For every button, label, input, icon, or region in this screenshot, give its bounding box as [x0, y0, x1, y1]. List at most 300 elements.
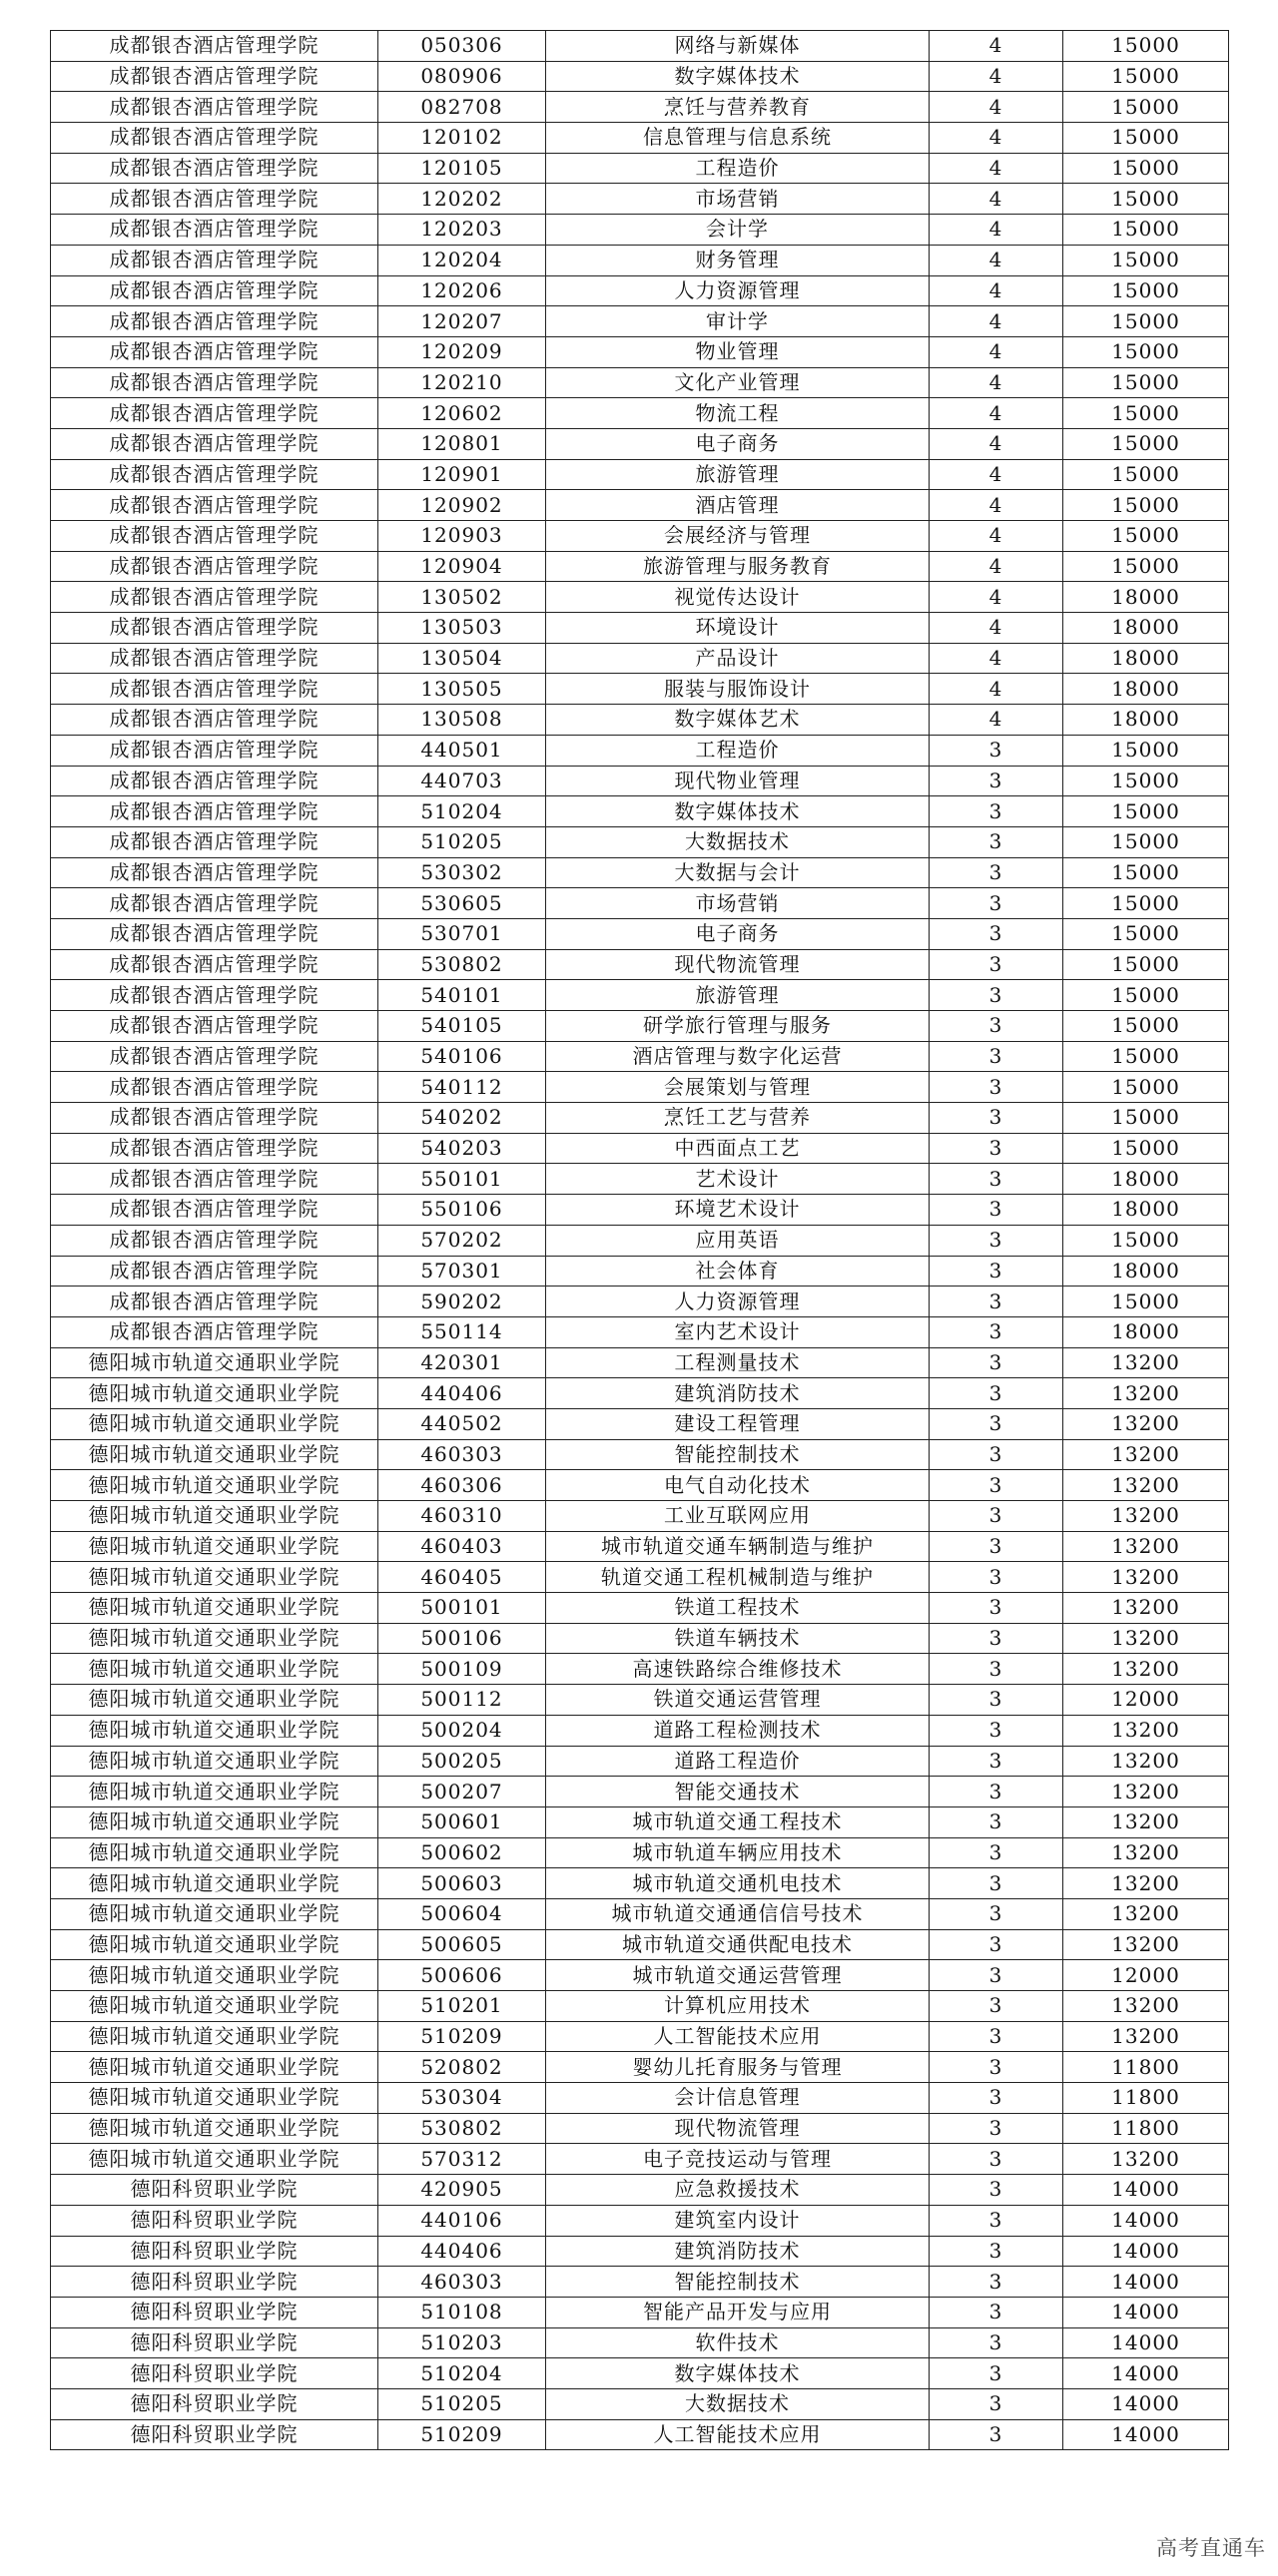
tuition-fee-cell: 13200 — [1063, 2021, 1229, 2052]
school-name-cell: 德阳科贸职业学院 — [51, 2358, 378, 2389]
major-code-cell: 540202 — [378, 1103, 546, 1134]
study-years-cell: 3 — [930, 1041, 1063, 1072]
major-code-cell: 120209 — [378, 336, 546, 367]
school-name-cell: 成都银杏酒店管理学院 — [51, 92, 378, 123]
study-years-cell: 3 — [930, 1195, 1063, 1226]
study-years-cell: 3 — [930, 735, 1063, 766]
tuition-fee-cell: 15000 — [1063, 275, 1229, 306]
table-row — [51, 796, 1229, 827]
table-row — [51, 1347, 1229, 1378]
tuition-fee-cell: 13200 — [1063, 1623, 1229, 1654]
major-name-cell: 城市轨道车辆应用技术 — [546, 1837, 930, 1868]
major-name-cell: 电子商务 — [546, 428, 930, 459]
school-name-cell: 成都银杏酒店管理学院 — [51, 275, 378, 306]
major-code-cell: 130508 — [378, 705, 546, 736]
study-years-cell: 4 — [930, 582, 1063, 613]
table-row — [51, 1225, 1229, 1256]
major-code-cell: 540112 — [378, 1072, 546, 1103]
tuition-fee-cell: 15000 — [1063, 918, 1229, 949]
school-name-cell: 德阳城市轨道交通职业学院 — [51, 1898, 378, 1929]
school-name-cell: 成都银杏酒店管理学院 — [51, 306, 378, 337]
major-code-cell: 570202 — [378, 1225, 546, 1256]
tuition-fee-cell: 11800 — [1063, 2083, 1229, 2114]
school-name-cell: 成都银杏酒店管理学院 — [51, 1287, 378, 1317]
school-name-cell: 德阳城市轨道交通职业学院 — [51, 1347, 378, 1378]
table-row — [51, 1746, 1229, 1777]
tuition-fee-cell: 13200 — [1063, 1531, 1229, 1562]
tuition-fee-cell: 15000 — [1063, 1041, 1229, 1072]
tuition-fee-cell: 15000 — [1063, 61, 1229, 92]
major-name-cell: 审计学 — [546, 306, 930, 337]
school-name-cell: 成都银杏酒店管理学院 — [51, 123, 378, 154]
tuition-fee-cell: 13200 — [1063, 1777, 1229, 1807]
school-name-cell: 德阳城市轨道交通职业学院 — [51, 2052, 378, 2083]
table-row — [51, 1133, 1229, 1164]
table-row — [51, 1287, 1229, 1317]
table-row — [51, 1960, 1229, 1991]
school-name-cell: 德阳城市轨道交通职业学院 — [51, 1654, 378, 1685]
major-code-cell: 440703 — [378, 766, 546, 796]
major-code-cell: 120102 — [378, 123, 546, 154]
study-years-cell: 3 — [930, 1960, 1063, 1991]
study-years-cell: 3 — [930, 980, 1063, 1011]
school-name-cell: 德阳城市轨道交通职业学院 — [51, 1715, 378, 1746]
major-name-cell: 电子竞技运动与管理 — [546, 2144, 930, 2175]
school-name-cell: 德阳城市轨道交通职业学院 — [51, 1991, 378, 2022]
study-years-cell: 3 — [930, 2052, 1063, 2083]
tuition-fee-cell: 15000 — [1063, 796, 1229, 827]
table-row — [51, 1562, 1229, 1593]
major-name-cell: 电子商务 — [546, 918, 930, 949]
study-years-cell: 4 — [930, 92, 1063, 123]
tuition-fee-cell: 12000 — [1063, 1960, 1229, 1991]
study-years-cell: 3 — [930, 949, 1063, 980]
major-code-cell: 130502 — [378, 582, 546, 613]
tuition-fee-cell: 13200 — [1063, 1654, 1229, 1685]
major-name-cell: 轨道交通工程机械制造与维护 — [546, 1562, 930, 1593]
major-name-cell: 会展经济与管理 — [546, 521, 930, 552]
table-row — [51, 1531, 1229, 1562]
study-years-cell: 3 — [930, 1378, 1063, 1409]
tuition-fee-cell: 15000 — [1063, 826, 1229, 857]
table-row — [51, 215, 1229, 246]
major-name-cell: 应用英语 — [546, 1225, 930, 1256]
major-code-cell: 460403 — [378, 1531, 546, 1562]
major-name-cell: 建筑消防技术 — [546, 2236, 930, 2267]
major-code-cell: 550106 — [378, 1195, 546, 1226]
major-code-cell: 530802 — [378, 949, 546, 980]
major-name-cell: 视觉传达设计 — [546, 582, 930, 613]
table-row — [51, 705, 1229, 736]
study-years-cell: 3 — [930, 1654, 1063, 1685]
major-name-cell: 物业管理 — [546, 336, 930, 367]
school-name-cell: 成都银杏酒店管理学院 — [51, 459, 378, 490]
study-years-cell: 3 — [930, 2419, 1063, 2450]
school-name-cell: 成都银杏酒店管理学院 — [51, 1103, 378, 1134]
tuition-fee-cell: 15000 — [1063, 1133, 1229, 1164]
major-name-cell: 环境艺术设计 — [546, 1195, 930, 1226]
major-name-cell: 会展策划与管理 — [546, 1072, 930, 1103]
school-name-cell: 德阳城市轨道交通职业学院 — [51, 1593, 378, 1624]
table-row — [51, 857, 1229, 888]
school-name-cell: 德阳科贸职业学院 — [51, 2327, 378, 2358]
tuition-fee-cell: 15000 — [1063, 949, 1229, 980]
table-row — [51, 1470, 1229, 1501]
school-name-cell: 德阳科贸职业学院 — [51, 2419, 378, 2450]
study-years-cell: 4 — [930, 490, 1063, 521]
tuition-fee-cell: 13200 — [1063, 1837, 1229, 1868]
school-name-cell: 成都银杏酒店管理学院 — [51, 1041, 378, 1072]
table-row — [51, 184, 1229, 215]
major-name-cell: 婴幼儿托育服务与管理 — [546, 2052, 930, 2083]
tuition-fee-cell: 14000 — [1063, 2327, 1229, 2358]
major-code-cell: 540106 — [378, 1041, 546, 1072]
school-name-cell: 成都银杏酒店管理学院 — [51, 1133, 378, 1164]
study-years-cell: 3 — [930, 1164, 1063, 1195]
major-name-cell: 铁道交通运营管理 — [546, 1685, 930, 1716]
tuition-fee-cell: 13200 — [1063, 1408, 1229, 1439]
school-name-cell: 成都银杏酒店管理学院 — [51, 31, 378, 62]
major-name-cell: 城市轨道交通机电技术 — [546, 1868, 930, 1899]
major-code-cell: 120903 — [378, 521, 546, 552]
table-row — [51, 2297, 1229, 2327]
major-name-cell: 城市轨道交通运营管理 — [546, 1960, 930, 1991]
major-name-cell: 建设工程管理 — [546, 1408, 930, 1439]
table-row — [51, 643, 1229, 674]
school-name-cell: 成都银杏酒店管理学院 — [51, 61, 378, 92]
major-code-cell: 510108 — [378, 2297, 546, 2327]
table-row — [51, 2419, 1229, 2450]
tuition-fee-cell: 14000 — [1063, 2267, 1229, 2298]
tuition-fee-cell: 13200 — [1063, 1929, 1229, 1960]
school-name-cell: 成都银杏酒店管理学院 — [51, 215, 378, 246]
school-name-cell: 德阳城市轨道交通职业学院 — [51, 1746, 378, 1777]
major-code-cell: 460310 — [378, 1501, 546, 1532]
major-name-cell: 旅游管理与服务教育 — [546, 551, 930, 582]
major-name-cell: 网络与新媒体 — [546, 31, 930, 62]
major-name-cell: 数字媒体技术 — [546, 796, 930, 827]
major-code-cell: 530302 — [378, 857, 546, 888]
tuition-fee-cell: 13200 — [1063, 1715, 1229, 1746]
school-name-cell: 德阳科贸职业学院 — [51, 2297, 378, 2327]
tuition-fee-cell: 13200 — [1063, 1898, 1229, 1929]
major-name-cell: 研学旅行管理与服务 — [546, 1011, 930, 1042]
school-name-cell: 德阳城市轨道交通职业学院 — [51, 1837, 378, 1868]
major-code-cell: 120203 — [378, 215, 546, 246]
school-name-cell: 成都银杏酒店管理学院 — [51, 551, 378, 582]
tuition-fee-cell: 15000 — [1063, 336, 1229, 367]
school-name-cell: 德阳城市轨道交通职业学院 — [51, 1408, 378, 1439]
major-name-cell: 人力资源管理 — [546, 275, 930, 306]
school-name-cell: 德阳城市轨道交通职业学院 — [51, 1929, 378, 1960]
table-row — [51, 1837, 1229, 1868]
table-row — [51, 1256, 1229, 1287]
school-name-cell: 德阳城市轨道交通职业学院 — [51, 2083, 378, 2114]
school-name-cell: 成都银杏酒店管理学院 — [51, 1316, 378, 1347]
school-name-cell: 成都银杏酒店管理学院 — [51, 1164, 378, 1195]
study-years-cell: 4 — [930, 398, 1063, 429]
school-name-cell: 成都银杏酒店管理学院 — [51, 796, 378, 827]
study-years-cell: 3 — [930, 1837, 1063, 1868]
table-row — [51, 2021, 1229, 2052]
tuition-fee-cell: 15000 — [1063, 551, 1229, 582]
major-name-cell: 社会体育 — [546, 1256, 930, 1287]
table-row — [51, 1806, 1229, 1837]
major-name-cell: 电气自动化技术 — [546, 1470, 930, 1501]
major-code-cell: 540105 — [378, 1011, 546, 1042]
table-row — [51, 2052, 1229, 2083]
school-name-cell: 成都银杏酒店管理学院 — [51, 643, 378, 674]
major-code-cell: 500207 — [378, 1777, 546, 1807]
major-name-cell: 道路工程造价 — [546, 1746, 930, 1777]
table-row — [51, 459, 1229, 490]
table-row — [51, 1715, 1229, 1746]
table-row — [51, 2327, 1229, 2358]
major-code-cell: 500603 — [378, 1868, 546, 1899]
tuition-fee-cell: 18000 — [1063, 705, 1229, 736]
table-row — [51, 61, 1229, 92]
school-name-cell: 德阳城市轨道交通职业学院 — [51, 1562, 378, 1593]
major-code-cell: 530605 — [378, 888, 546, 919]
major-code-cell: 520802 — [378, 2052, 546, 2083]
school-name-cell: 德阳科贸职业学院 — [51, 2236, 378, 2267]
major-code-cell: 080906 — [378, 61, 546, 92]
major-code-cell: 590202 — [378, 1287, 546, 1317]
major-name-cell: 大数据与会计 — [546, 857, 930, 888]
school-name-cell: 成都银杏酒店管理学院 — [51, 245, 378, 275]
tuition-fee-cell: 15000 — [1063, 1072, 1229, 1103]
major-code-cell: 510204 — [378, 2358, 546, 2389]
study-years-cell: 3 — [930, 918, 1063, 949]
table-row — [51, 2144, 1229, 2175]
tuition-fee-cell: 14000 — [1063, 2236, 1229, 2267]
tuition-fee-cell: 15000 — [1063, 980, 1229, 1011]
tuition-fee-cell: 13200 — [1063, 2144, 1229, 2175]
study-years-cell: 3 — [930, 2297, 1063, 2327]
study-years-cell: 3 — [930, 2205, 1063, 2236]
major-name-cell: 文化产业管理 — [546, 367, 930, 398]
tuition-fee-cell: 15000 — [1063, 123, 1229, 154]
table-row — [51, 1501, 1229, 1532]
study-years-cell: 3 — [930, 1991, 1063, 2022]
major-name-cell: 室内艺术设计 — [546, 1316, 930, 1347]
tuition-fee-cell: 14000 — [1063, 2358, 1229, 2389]
table-row — [51, 1991, 1229, 2022]
major-name-cell: 数字媒体技术 — [546, 2358, 930, 2389]
major-code-cell: 120901 — [378, 459, 546, 490]
study-years-cell: 3 — [930, 1929, 1063, 1960]
study-years-cell: 4 — [930, 215, 1063, 246]
table-row — [51, 1593, 1229, 1624]
tuition-fee-cell: 15000 — [1063, 1011, 1229, 1042]
study-years-cell: 3 — [930, 1777, 1063, 1807]
major-name-cell: 工程造价 — [546, 153, 930, 184]
major-name-cell: 软件技术 — [546, 2327, 930, 2358]
study-years-cell: 3 — [930, 1623, 1063, 1654]
major-name-cell: 城市轨道交通供配电技术 — [546, 1929, 930, 1960]
major-code-cell: 510209 — [378, 2021, 546, 2052]
tuition-fee-cell: 18000 — [1063, 1195, 1229, 1226]
major-name-cell: 城市轨道交通工程技术 — [546, 1806, 930, 1837]
major-code-cell: 440406 — [378, 1378, 546, 1409]
table-row — [51, 551, 1229, 582]
major-code-cell: 420301 — [378, 1347, 546, 1378]
school-name-cell: 德阳城市轨道交通职业学院 — [51, 1868, 378, 1899]
school-name-cell: 成都银杏酒店管理学院 — [51, 582, 378, 613]
major-code-cell: 500606 — [378, 1960, 546, 1991]
school-name-cell: 德阳城市轨道交通职业学院 — [51, 1960, 378, 1991]
table-row — [51, 1164, 1229, 1195]
school-name-cell: 德阳城市轨道交通职业学院 — [51, 1777, 378, 1807]
school-name-cell: 德阳城市轨道交通职业学院 — [51, 2021, 378, 2052]
major-code-cell: 510205 — [378, 826, 546, 857]
major-code-cell: 500602 — [378, 1837, 546, 1868]
major-code-cell: 570312 — [378, 2144, 546, 2175]
tuition-fee-cell: 14000 — [1063, 2388, 1229, 2419]
table-row — [51, 1103, 1229, 1134]
tuition-fee-cell: 15000 — [1063, 1225, 1229, 1256]
major-name-cell: 烹饪与营养教育 — [546, 92, 930, 123]
major-code-cell: 530802 — [378, 2113, 546, 2144]
table-row — [51, 980, 1229, 1011]
table-row — [51, 490, 1229, 521]
major-name-cell: 铁道工程技术 — [546, 1593, 930, 1624]
table-row — [51, 1868, 1229, 1899]
tuition-fee-cell: 15000 — [1063, 428, 1229, 459]
major-name-cell: 智能交通技术 — [546, 1777, 930, 1807]
major-code-cell: 120904 — [378, 551, 546, 582]
major-name-cell: 城市轨道交通车辆制造与维护 — [546, 1531, 930, 1562]
major-code-cell: 120204 — [378, 245, 546, 275]
table-row — [51, 398, 1229, 429]
major-name-cell: 市场营销 — [546, 888, 930, 919]
major-code-cell: 500605 — [378, 1929, 546, 1960]
table-row — [51, 275, 1229, 306]
study-years-cell: 3 — [930, 1531, 1063, 1562]
major-code-cell: 510203 — [378, 2327, 546, 2358]
tuition-fee-cell: 15000 — [1063, 1287, 1229, 1317]
tuition-fee-cell: 13200 — [1063, 1347, 1229, 1378]
study-years-cell: 4 — [930, 275, 1063, 306]
major-name-cell: 会计学 — [546, 215, 930, 246]
tuition-fee-cell: 12000 — [1063, 1685, 1229, 1716]
school-name-cell: 成都银杏酒店管理学院 — [51, 1256, 378, 1287]
school-name-cell: 德阳城市轨道交通职业学院 — [51, 1623, 378, 1654]
school-name-cell: 德阳城市轨道交通职业学院 — [51, 1378, 378, 1409]
major-code-cell: 500106 — [378, 1623, 546, 1654]
school-name-cell: 成都银杏酒店管理学院 — [51, 888, 378, 919]
major-name-cell: 建筑消防技术 — [546, 1378, 930, 1409]
tuition-fee-cell: 18000 — [1063, 582, 1229, 613]
study-years-cell: 3 — [930, 1470, 1063, 1501]
table-row — [51, 2236, 1229, 2267]
major-name-cell: 酒店管理与数字化运营 — [546, 1041, 930, 1072]
table-row — [51, 766, 1229, 796]
study-years-cell: 3 — [930, 1011, 1063, 1042]
major-name-cell: 铁道车辆技术 — [546, 1623, 930, 1654]
school-name-cell: 成都银杏酒店管理学院 — [51, 428, 378, 459]
major-name-cell: 人工智能技术应用 — [546, 2021, 930, 2052]
major-code-cell: 440406 — [378, 2236, 546, 2267]
major-code-cell: 120206 — [378, 275, 546, 306]
major-code-cell: 500205 — [378, 1746, 546, 1777]
major-code-cell: 440106 — [378, 2205, 546, 2236]
major-name-cell: 智能产品开发与应用 — [546, 2297, 930, 2327]
major-name-cell: 人力资源管理 — [546, 1287, 930, 1317]
major-name-cell: 中西面点工艺 — [546, 1133, 930, 1164]
major-code-cell: 550101 — [378, 1164, 546, 1195]
major-name-cell: 会计信息管理 — [546, 2083, 930, 2114]
major-name-cell: 市场营销 — [546, 184, 930, 215]
tuition-fee-cell: 15000 — [1063, 735, 1229, 766]
major-code-cell: 550114 — [378, 1316, 546, 1347]
table-row — [51, 1072, 1229, 1103]
major-code-cell: 460405 — [378, 1562, 546, 1593]
tuition-fee-cell: 15000 — [1063, 459, 1229, 490]
major-name-cell: 财务管理 — [546, 245, 930, 275]
school-name-cell: 德阳科贸职业学院 — [51, 2175, 378, 2206]
tuition-fee-cell: 18000 — [1063, 1316, 1229, 1347]
school-name-cell: 成都银杏酒店管理学院 — [51, 1195, 378, 1226]
major-code-cell: 130503 — [378, 613, 546, 644]
major-code-cell: 120210 — [378, 367, 546, 398]
table-row — [51, 2113, 1229, 2144]
major-name-cell: 产品设计 — [546, 643, 930, 674]
watermark: 高考直通车 — [1156, 2536, 1266, 2560]
tuition-fee-cell: 13200 — [1063, 1501, 1229, 1532]
table-row — [51, 1408, 1229, 1439]
major-name-cell: 现代物业管理 — [546, 766, 930, 796]
study-years-cell: 4 — [930, 551, 1063, 582]
table-row — [51, 428, 1229, 459]
study-years-cell: 3 — [930, 2327, 1063, 2358]
school-name-cell: 成都银杏酒店管理学院 — [51, 826, 378, 857]
major-name-cell: 建筑室内设计 — [546, 2205, 930, 2236]
major-name-cell: 现代物流管理 — [546, 2113, 930, 2144]
study-years-cell: 3 — [930, 2388, 1063, 2419]
tuition-fee-cell: 15000 — [1063, 92, 1229, 123]
major-code-cell: 510201 — [378, 1991, 546, 2022]
school-name-cell: 成都银杏酒店管理学院 — [51, 949, 378, 980]
study-years-cell: 3 — [930, 2175, 1063, 2206]
tuition-fee-cell: 13200 — [1063, 1746, 1229, 1777]
major-code-cell: 500204 — [378, 1715, 546, 1746]
study-years-cell: 4 — [930, 521, 1063, 552]
tuition-fee-cell: 13200 — [1063, 1593, 1229, 1624]
tuition-fee-cell: 18000 — [1063, 1164, 1229, 1195]
study-years-cell: 3 — [930, 2113, 1063, 2144]
study-years-cell: 3 — [930, 1347, 1063, 1378]
study-years-cell: 3 — [930, 1225, 1063, 1256]
table-row — [51, 31, 1229, 62]
table-row — [51, 245, 1229, 275]
table-row — [51, 92, 1229, 123]
tuition-fee-cell: 13200 — [1063, 1439, 1229, 1470]
table-row — [51, 1195, 1229, 1226]
major-code-cell: 120207 — [378, 306, 546, 337]
study-years-cell: 3 — [930, 1746, 1063, 1777]
table-row — [51, 582, 1229, 613]
tuition-fee-cell: 15000 — [1063, 490, 1229, 521]
study-years-cell: 3 — [930, 1685, 1063, 1716]
table-row — [51, 1654, 1229, 1685]
study-years-cell: 3 — [930, 2358, 1063, 2389]
school-name-cell: 德阳城市轨道交通职业学院 — [51, 1531, 378, 1562]
major-code-cell: 500601 — [378, 1806, 546, 1837]
tuition-fee-cell: 11800 — [1063, 2113, 1229, 2144]
major-name-cell: 人工智能技术应用 — [546, 2419, 930, 2450]
school-name-cell: 德阳城市轨道交通职业学院 — [51, 1501, 378, 1532]
